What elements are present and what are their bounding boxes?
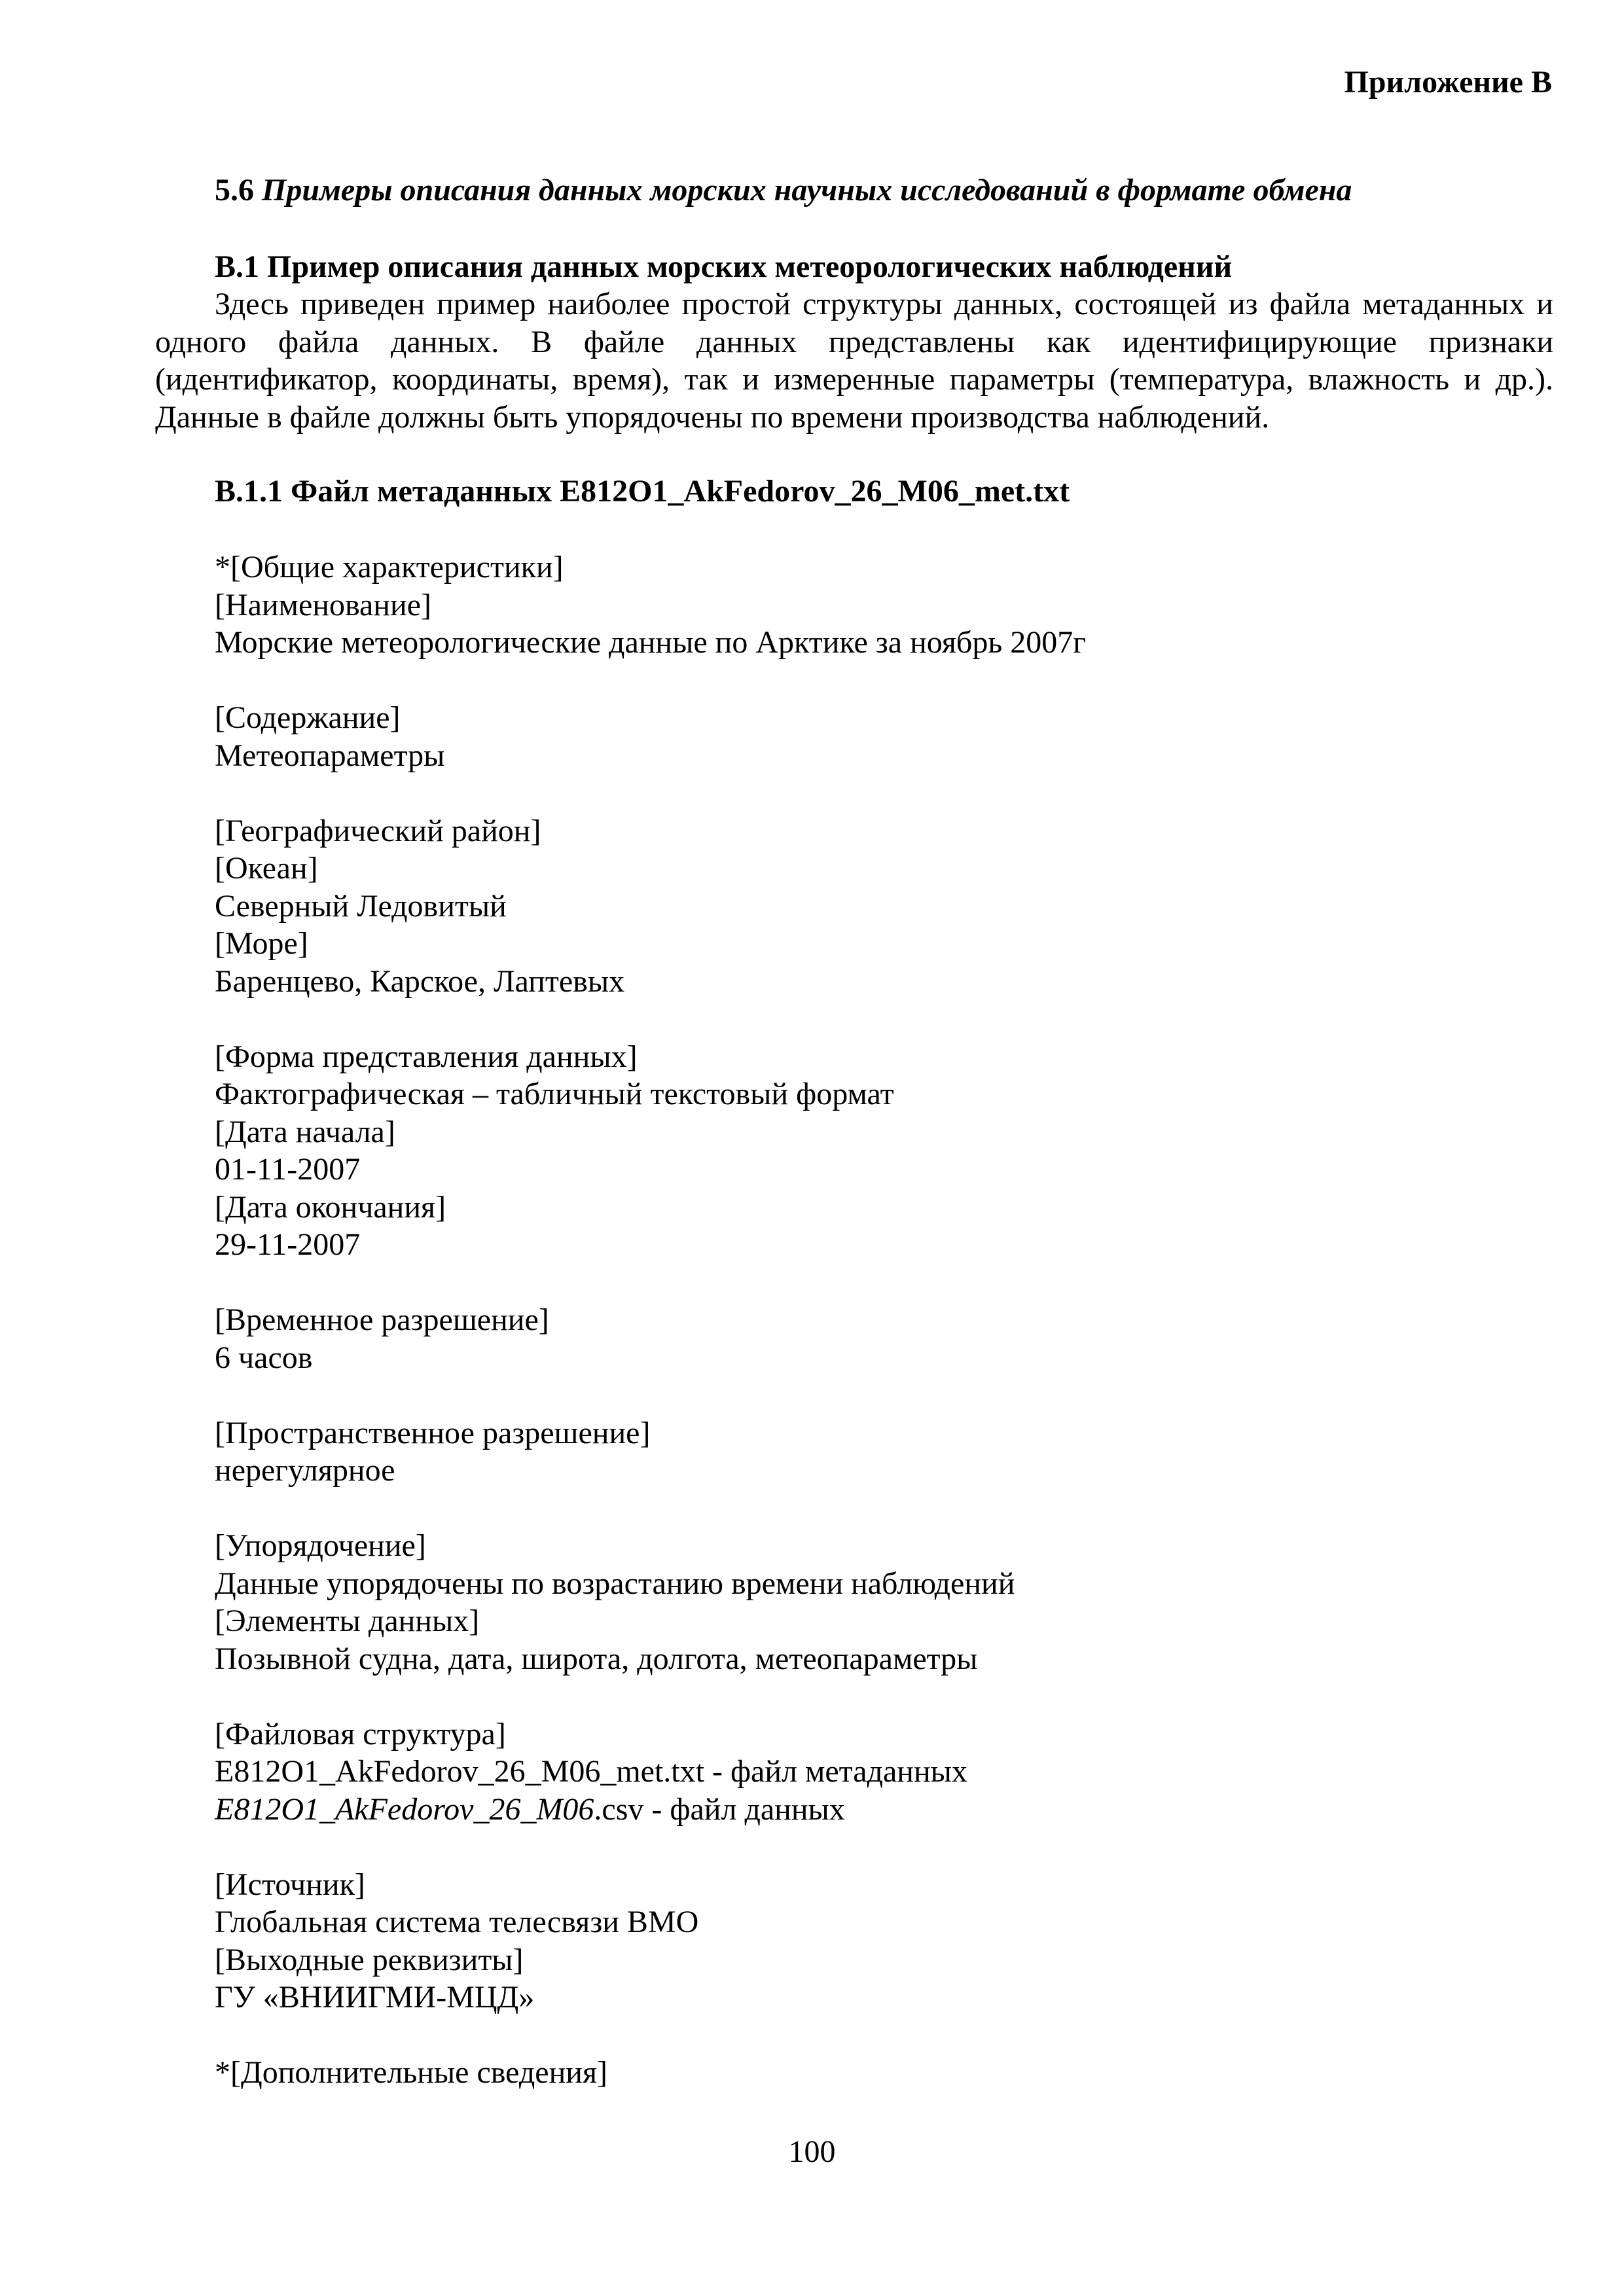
section-heading <box>215 172 1352 208</box>
output-details-label: [Выходные реквизиты] <box>215 1942 524 1977</box>
additional-info-label: *[Дополнительные сведения] <box>215 2055 607 2090</box>
ocean-value: Северный Ледовитый <box>215 888 507 924</box>
content-value: Метеопараметры <box>215 738 445 773</box>
ordering-label: [Упорядочение] <box>215 1528 426 1563</box>
subsection-heading: В.1 Пример описания данных морских метеорологических наблюдений <box>215 249 1233 284</box>
data-elements-value: Позывной судна, дата, широта, долгота, метеопараметры <box>215 1641 978 1676</box>
metadata-file-heading: В.1.1 Файл метаданных E812O1_AkFedorov_26_M06_met.txt <box>215 474 1070 509</box>
end-date-label: [Дата окончания] <box>215 1189 446 1225</box>
file-structure-label: [Файловая структура] <box>215 1716 506 1751</box>
file-structure-metadata-file: E812O1_AkFedorov_26_M06_met.txt - файл метаданных <box>215 1754 967 1789</box>
name-label: [Наименование] <box>215 587 432 622</box>
section-title: Примеры описания данных морских научных исследований в формате обмена <box>262 173 1352 207</box>
spatial-resolution-label: [Пространственное разрешение] <box>215 1415 651 1450</box>
ocean-label: [Океан] <box>215 851 318 886</box>
time-resolution-label: [Временное разрешение] <box>215 1302 549 1337</box>
ordering-value: Данные упорядочены по возрастанию времени наблюдений <box>215 1566 1015 1601</box>
name-value: Морские метеорологические данные по Арктике за ноябрь 2007г <box>215 625 1086 660</box>
section-number: 5.6 <box>215 173 254 207</box>
appendix-label: Приложение В <box>1344 65 1552 99</box>
sea-value: Баренцево, Карское, Лаптевых <box>215 963 625 999</box>
source-label: [Источник] <box>215 1867 365 1902</box>
end-date-value: 29-11-2007 <box>215 1227 361 1262</box>
page-number: 100 <box>788 2134 836 2169</box>
intro-paragraph-text: Здесь приведен пример наиболее простой структуры данных, состоящей из файла метаданных и одного файла данных. В файле данных представлены как идентифицирующие признаки (идентификатор, координаты, время), так и измеренные параметры (температура, влажность и др.). Данные в файле должны быть упорядочены по времени производства наблюдений. <box>155 287 1553 435</box>
data-file-description: .csv - файл данных <box>594 1791 845 1827</box>
data-form-label: [Форма представления данных] <box>215 1039 638 1074</box>
sea-label: [Море] <box>215 926 308 961</box>
data-elements-label: [Элементы данных] <box>215 1604 480 1638</box>
content-label: [Содержание] <box>215 700 401 735</box>
spatial-resolution-value: нерегулярное <box>215 1453 395 1488</box>
data-form-value: Фактографическая – табличный текстовый формат <box>215 1077 894 1111</box>
time-resolution-value: 6 часов <box>215 1340 313 1375</box>
metadata-listing <box>215 548 1086 2092</box>
data-file-name: E812O1_AkFedorov_26_M06 <box>215 1791 594 1827</box>
general-characteristics-label: *[Общие характеристики] <box>215 550 564 584</box>
geo-region-label: [Географический район] <box>215 813 541 848</box>
start-date-value: 01-11-2007 <box>215 1152 361 1187</box>
file-structure-data-file <box>215 1791 1086 1829</box>
output-details-value: ГУ «ВНИИГМИ-МЦД» <box>215 1980 535 2015</box>
start-date-label: [Дата начала] <box>215 1114 395 1149</box>
intro-paragraph <box>155 285 1553 436</box>
source-value: Глобальная система телесвязи ВМО <box>215 1905 699 1939</box>
